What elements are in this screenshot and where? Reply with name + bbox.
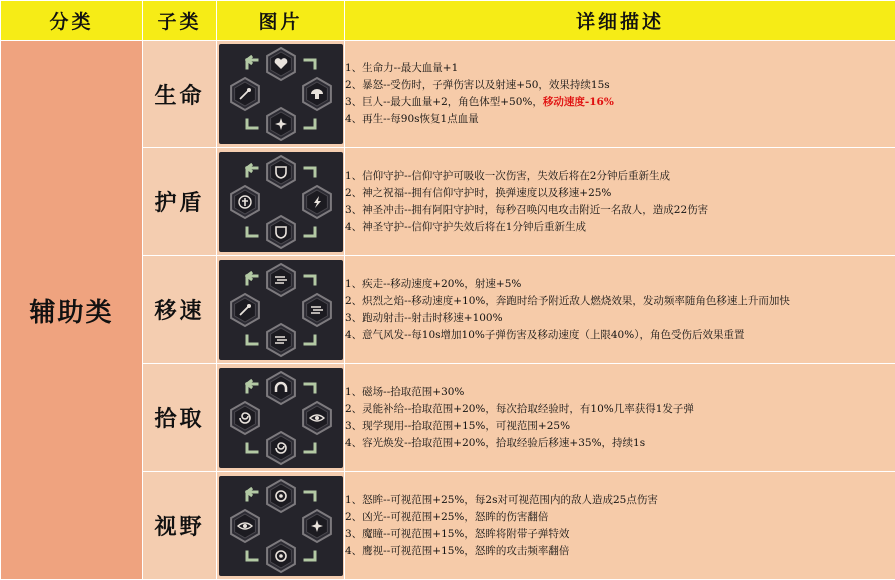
swirl-icon xyxy=(231,402,259,434)
eye-target-icon xyxy=(231,510,259,542)
image-cell xyxy=(217,41,345,148)
heart-icon xyxy=(267,48,295,80)
corner-arrow xyxy=(247,120,257,128)
corner-arrow xyxy=(247,228,257,236)
corner-arrow xyxy=(305,552,315,560)
icon-wheel xyxy=(219,476,343,576)
description-line: 1、信仰守护--信仰守护可吸收一次伤害，失效后将在2分钟后重新生成 xyxy=(345,169,670,182)
description-line: 2、暴怒--受伤时，子弹伤害以及射速+50，效果持续15s xyxy=(345,79,610,91)
focus-icon xyxy=(267,540,295,572)
corner-arrow xyxy=(247,444,257,452)
image-cell xyxy=(217,148,345,256)
icon-wheel xyxy=(219,152,343,252)
star-burst-icon xyxy=(303,510,331,542)
corner-arrow xyxy=(247,381,257,392)
subcategory-cell: 生命 xyxy=(143,41,217,148)
description-line: 1、疾走--移动速度+20%，射速+5% xyxy=(345,277,522,290)
cross-icon xyxy=(231,186,259,218)
description-line: 1、生命力--最大血量+1 xyxy=(345,62,459,74)
corner-arrow xyxy=(247,57,257,68)
description-cell xyxy=(345,148,895,256)
header-image: 图片 xyxy=(217,1,345,41)
table-row xyxy=(1,41,895,148)
corner-arrow xyxy=(305,120,315,128)
skill-icon-panel xyxy=(219,476,343,576)
description-line: 4、再生--每90s恢复1点血量 xyxy=(345,113,479,125)
lightning-icon xyxy=(303,186,331,218)
mushroom-icon xyxy=(303,78,331,110)
description-cell xyxy=(345,364,895,472)
header-row xyxy=(1,1,895,41)
shield-icon xyxy=(267,216,295,248)
subcategory-cell: 视野 xyxy=(143,472,217,580)
corner-arrow xyxy=(247,273,257,284)
sparkle-icon xyxy=(267,108,295,140)
corner-arrow xyxy=(247,552,257,560)
description-line: 4、神圣守护--信仰守护失效后将在1分钟后重新生成 xyxy=(345,220,586,233)
image-cell xyxy=(217,256,345,364)
boot-icon xyxy=(231,294,259,326)
skill-icon-panel xyxy=(219,152,343,252)
description-cell xyxy=(345,256,895,364)
description-line: 1、怒眸--可视范围+25%，每2s对可视范围内的敌人造成25点伤害 xyxy=(345,493,658,506)
description-line: 3、魔瞳--可视范围+15%，怒眸将附带子弹特效 xyxy=(345,527,570,540)
corner-arrow xyxy=(247,165,257,176)
magnet-icon xyxy=(267,372,295,404)
description-cell xyxy=(345,41,895,148)
description-line: 4、容光焕发--拾取范围+20%，拾取经验后移速+35%，持续1s xyxy=(345,436,646,449)
header-category: 分类 xyxy=(1,1,143,41)
speed-lines-icon xyxy=(303,294,331,326)
icon-wheel xyxy=(219,368,343,468)
subcategory-cell: 护盾 xyxy=(143,148,217,256)
header-subcategory: 子类 xyxy=(143,1,217,41)
skill-icon-panel xyxy=(219,260,343,360)
description-line: 3、跑动射击--射击时移速+100% xyxy=(345,311,503,324)
corner-arrow xyxy=(305,168,315,176)
description-line: 3、巨人--最大血量+2，角色体型+50%，移动速度-16% xyxy=(345,96,614,108)
description-line: 3、现学现用--拾取范围+15%，可视范围+25% xyxy=(345,419,571,432)
corner-arrow xyxy=(305,228,315,236)
description-line: 2、凶光--可视范围+25%，怒眸的伤害翻倍 xyxy=(345,510,549,523)
corner-arrow xyxy=(305,60,315,68)
corner-arrow xyxy=(305,276,315,284)
image-cell xyxy=(217,472,345,580)
description-line: 1、磁场--拾取范围+30% xyxy=(345,385,465,398)
description-line: 4、鹰视--可视范围+15%，怒眸的攻击频率翻倍 xyxy=(345,544,570,557)
vortex-icon xyxy=(267,432,295,464)
wand-icon xyxy=(231,78,259,110)
orb-shield-icon xyxy=(267,156,295,188)
description-line: 4、意气风发--每10s增加10%子弹伤害及移动速度（上限40%），角色受伤后效果重置 xyxy=(345,328,745,341)
skill-icon-panel xyxy=(219,368,343,468)
wind-icon xyxy=(267,324,295,356)
subcategory-cell: 移速 xyxy=(143,256,217,364)
description-line: 2、炽烈之焰--移动速度+10%，奔跑时给予附近敌人燃烧效果，发动频率随角色移速上升而加快 xyxy=(345,294,790,307)
header-description: 详细描述 xyxy=(345,1,895,41)
corner-arrow xyxy=(247,336,257,344)
icon-wheel xyxy=(219,260,343,360)
skill-icon-panel xyxy=(219,44,343,144)
corner-arrow xyxy=(305,336,315,344)
category-cell: 辅助类 xyxy=(1,41,143,580)
corner-arrow xyxy=(305,492,315,500)
icon-wheel xyxy=(219,44,343,144)
dash-icon xyxy=(267,264,295,296)
scope-icon xyxy=(267,480,295,512)
corner-arrow xyxy=(247,489,257,500)
description-line: 3、神圣冲击--拥有阿阳守护时，每秒召唤闪电攻击附近一名敌人，造成22伤害 xyxy=(345,203,709,216)
subcategory-cell: 拾取 xyxy=(143,364,217,472)
eye-icon xyxy=(303,402,331,434)
penalty-text: 移动速度-16% xyxy=(542,96,614,108)
description-cell xyxy=(345,472,895,580)
description-line: 2、灵能补给--拾取范围+20%，每次拾取经验时，有10%几率获得1发子弹 xyxy=(345,402,694,415)
corner-arrow xyxy=(305,384,315,392)
corner-arrow xyxy=(305,444,315,452)
description-line: 2、神之祝福--拥有信仰守护时，换弹速度以及移速+25% xyxy=(345,186,612,199)
image-cell xyxy=(217,364,345,472)
